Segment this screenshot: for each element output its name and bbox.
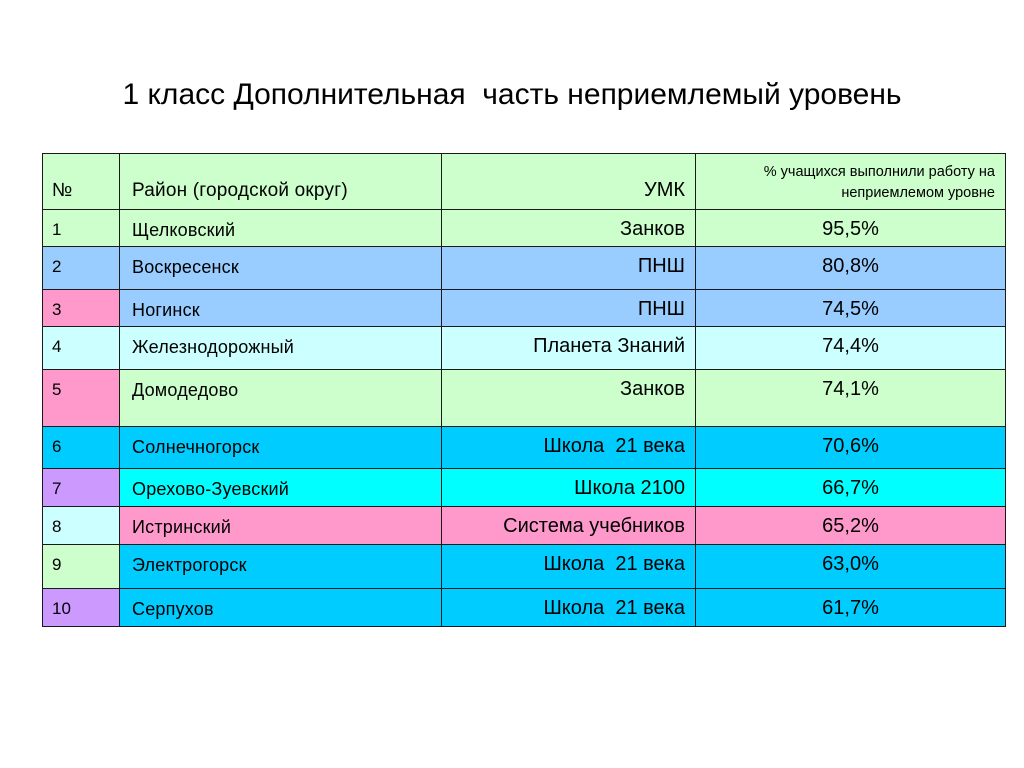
header-percent (696, 154, 1006, 210)
row-umk: Система учебников (442, 507, 696, 545)
row-percent: 74,1% (696, 370, 1006, 427)
row-umk: Занков (442, 210, 696, 247)
row-num: 9 (43, 545, 120, 589)
row-num: 6 (43, 427, 120, 469)
row-umk: ПНШ (442, 247, 696, 290)
row-percent: 66,7% (696, 469, 1006, 507)
header-umk: УМК (442, 154, 696, 210)
row-umk: Школа 21 века (442, 589, 696, 627)
row-umk: ПНШ (442, 290, 696, 327)
row-district: Орехово-Зуевский (120, 469, 442, 507)
row-percent: 74,5% (696, 290, 1006, 327)
row-district: Железнодорожный (120, 327, 442, 370)
table-row (43, 370, 1006, 427)
row-umk: Школа 2100 (442, 469, 696, 507)
row-percent: 65,2% (696, 507, 1006, 545)
row-umk: Школа 21 века (442, 427, 696, 469)
row-num: 2 (43, 247, 120, 290)
header-percent-line1: % учащихся выполнили работу на (763, 164, 995, 180)
row-percent: 61,7% (696, 589, 1006, 627)
row-percent: 70,6% (696, 427, 1006, 469)
table-row (43, 290, 1006, 327)
row-umk: Школа 21 века (442, 545, 696, 589)
row-district: Ногинск (120, 290, 442, 327)
row-num: 1 (43, 210, 120, 247)
header-num: № (43, 154, 120, 210)
row-district: Воскресенск (120, 247, 442, 290)
table-row (43, 427, 1006, 469)
table-row (43, 247, 1006, 290)
row-district: Серпухов (120, 589, 442, 627)
row-percent: 80,8% (696, 247, 1006, 290)
row-num: 7 (43, 469, 120, 507)
table-row (43, 545, 1006, 589)
row-umk: Планета Знаний (442, 327, 696, 370)
results-table (42, 153, 1006, 627)
header-percent-line2: неприемлемом уровне (841, 185, 995, 201)
row-district: Солнечногорск (120, 427, 442, 469)
row-district: Домодедово (120, 370, 442, 427)
row-num: 5 (43, 370, 120, 427)
table-row (43, 589, 1006, 627)
row-num: 10 (43, 589, 120, 627)
table-row (43, 469, 1006, 507)
table-row (43, 210, 1006, 247)
row-num: 3 (43, 290, 120, 327)
row-umk: Занков (442, 370, 696, 427)
row-percent: 74,4% (696, 327, 1006, 370)
row-num: 8 (43, 507, 120, 545)
row-percent: 63,0% (696, 545, 1006, 589)
row-district: Электрогорск (120, 545, 442, 589)
table-header-row (43, 154, 1006, 210)
row-num: 4 (43, 327, 120, 370)
row-percent: 95,5% (696, 210, 1006, 247)
table-row (43, 327, 1006, 370)
row-district: Щелковский (120, 210, 442, 247)
table-row (43, 507, 1006, 545)
page-title: 1 класс Дополнительная часть неприемлемый уровень (122, 78, 902, 111)
header-district: Район (городской округ) (120, 154, 442, 210)
row-district: Истринский (120, 507, 442, 545)
